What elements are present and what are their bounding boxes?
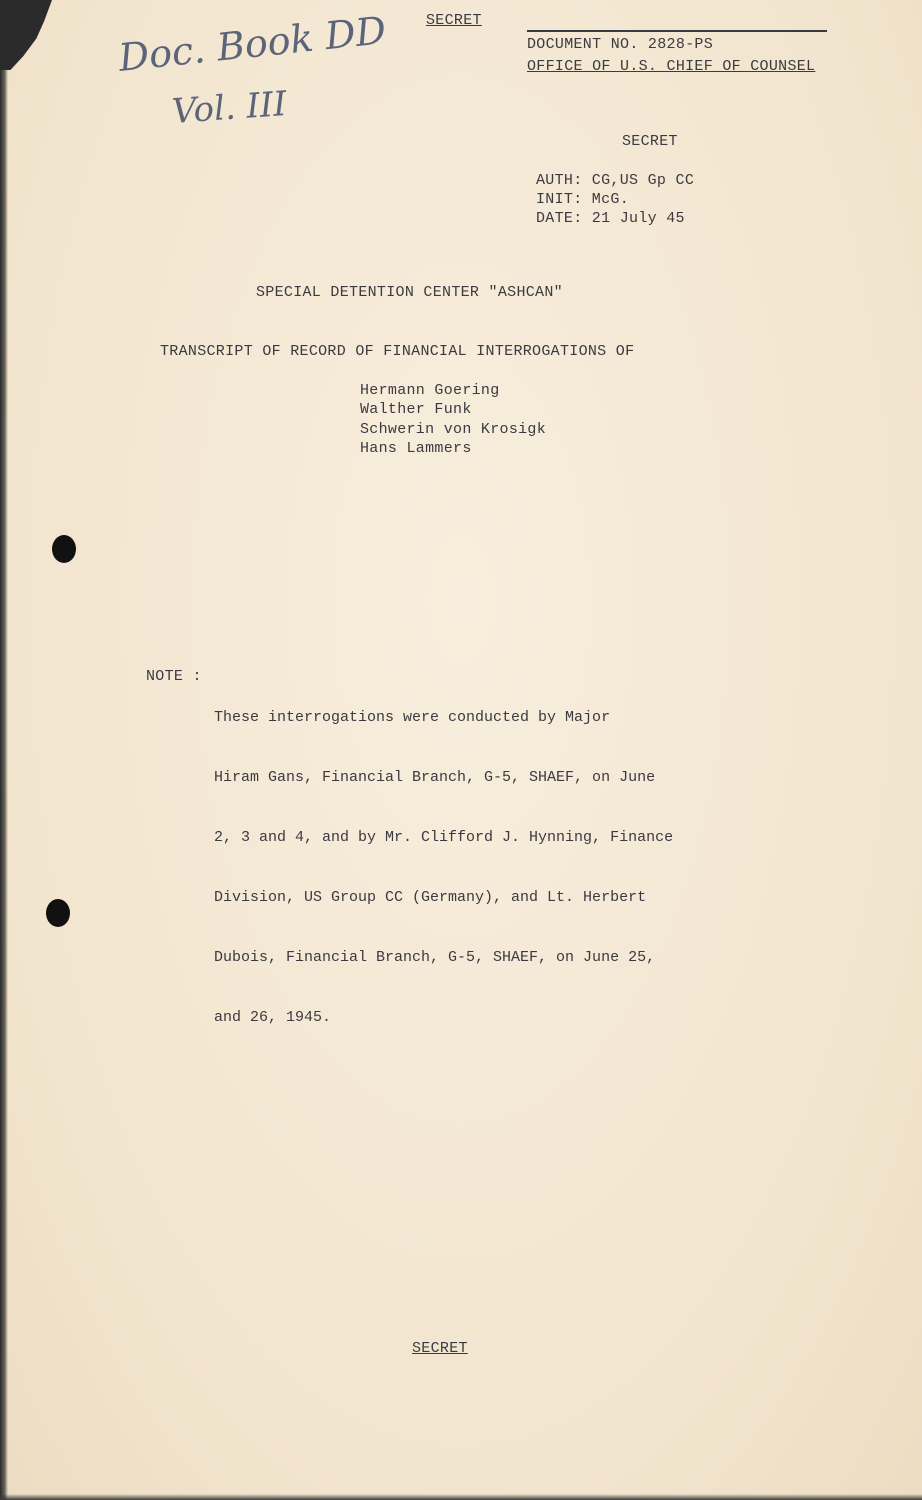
punch-hole — [52, 535, 76, 563]
classification-secondary: SECRET — [622, 133, 678, 150]
page-edge-left — [0, 0, 8, 1500]
page-edge-bottom — [0, 1494, 922, 1500]
note-line: Division, US Group CC (Germany), and Lt. Herbert — [214, 889, 647, 906]
note-line: Dubois, Financial Branch, G-5, SHAEF, on June 25, — [214, 949, 656, 966]
note-text — [214, 668, 673, 1068]
name-item: Hans Lammers — [360, 440, 472, 457]
note-line: 2, 3 and 4, and by Mr. Clifford J. Hynning, Finance — [214, 829, 674, 846]
torn-corner — [0, 0, 52, 70]
note-line: These interrogations were conducted by Major — [214, 709, 611, 726]
handwritten-volume: Vol. III — [170, 84, 288, 132]
name-item: Walther Funk — [360, 401, 472, 418]
office-of-counsel: OFFICE OF U.S. CHIEF OF COUNSEL — [527, 58, 816, 75]
note-line: and 26, 1945. — [214, 1009, 332, 1026]
classification-bottom: SECRET — [412, 1340, 468, 1357]
document-number: DOCUMENT NO. 2828-PS — [527, 36, 714, 53]
header-rule — [527, 30, 827, 32]
init-line: INIT: McG. — [536, 191, 630, 208]
name-item: Hermann Goering — [360, 382, 500, 399]
name-item: Schwerin von Krosigk — [360, 421, 547, 438]
auth-line: AUTH: CG,US Gp CC — [536, 172, 695, 189]
handwritten-doc-book: Doc. Book DD — [116, 8, 389, 80]
detention-center-title: SPECIAL DETENTION CENTER "ASHCAN" — [256, 284, 563, 301]
date-line: DATE: 21 July 45 — [536, 210, 685, 227]
classification-top: SECRET — [426, 12, 482, 29]
transcript-title: TRANSCRIPT OF RECORD OF FINANCIAL INTERROGATIONS OF — [160, 343, 635, 360]
punch-hole — [46, 899, 70, 927]
note-label: NOTE : — [146, 668, 202, 685]
note-line: Hiram Gans, Financial Branch, G-5, SHAEF, on June — [214, 769, 656, 786]
